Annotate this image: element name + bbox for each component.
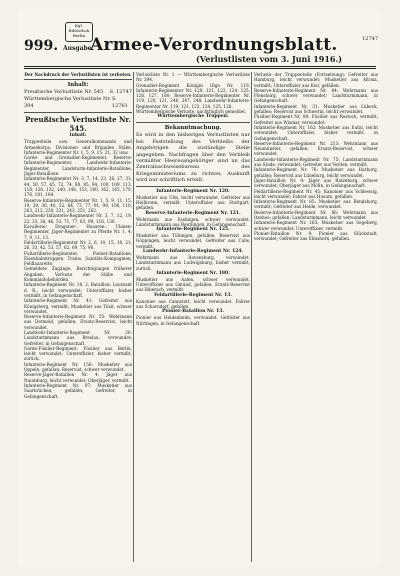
section-text: Musketier aus Aalen, schwer verwundet. Unteroffizier aus Gmünd, gefallen. Ersatz-Reservist aus Biberach, vermißt.	[136, 276, 250, 293]
left-paragraph: Garde-Füsilier-Regiment: Füsilier aus Berlin, leicht verwundet; Unteroffizier, bisher vermißt, zurück.	[24, 345, 132, 362]
middle-intro: Verlustliste Nr. 1 — Württembergische Verlustliste Nr. 394.	[136, 72, 250, 83]
page-number: 12747	[362, 36, 378, 42]
issue-number-text: 999.	[24, 38, 59, 54]
right-paragraph: Infanterie-Regiment Nr. 162: Musketier aus Eutin, leicht verwundet; Unteroffizier, bisher vermißt, in Gefangenschaft.	[254, 124, 378, 141]
left-paragraph: Infanterie-Regiment Nr. 41: Gefreiter aus Königsberg, vermißt; Musketier aus Tilsit, schwer verwundet.	[24, 298, 132, 314]
section-heading: Landwehr-Infanterie-Regiment Nr. 124.	[142, 249, 244, 254]
right-paragraph: Infanterie-Regiment Nr. 85: Musketier aus Rendsburg, vermißt; Gefreiter aus Heide, verwundet.	[254, 199, 378, 210]
right-column	[254, 72, 378, 562]
section-heading: Pionier-Bataillon Nr. 13.	[162, 309, 224, 315]
left-paragraph: Infanterie-Regiment Nr. 18, 2. Bataillon: Leutnant d. R., leicht verwundet; Unteroffizier, bisher vermißt, in Gefangenschaft.	[24, 282, 132, 298]
right-paragraph: Pionier-Bataillon Nr. 9: Pionier aus Glückstadt, verwundet; Gefreiter aus Elmshorn, gefallen.	[254, 230, 378, 242]
list-heading: Preußische Verlustliste Nr. 545.	[25, 115, 131, 134]
contents-heading: Inhalt:	[67, 82, 89, 89]
section-heading: Reserve-Infanterie-Regiment Nr. 121.	[145, 210, 241, 216]
section-heading: Infanterie-Regiment Nr. 125.	[156, 227, 230, 233]
section-text: Musketier aus Tübingen, gefallen. Reservist aus Göppingen, leicht verwundet. Gefreiter aus Calw, vermißt.	[136, 233, 250, 249]
left-paragraph: Kavallerie: Dragoner-, Husaren-, Ulanen-Regimenter, Jäger-Regimenter zu Pferde Nr. 1, 4, 7, 9, 11, 13.	[24, 224, 132, 240]
section-text: Musketier aus Ulm, leicht verwundet. Gefreiter aus Heilbronn, vermißt. Unteroffizier aus Stuttgart, gefallen.	[136, 194, 250, 211]
middle-small-heading: Württembergische Truppen:	[157, 114, 229, 120]
contents-item-page: S. 12761	[111, 96, 128, 110]
left-paragraph: Reserve-Infanterie-Regimenter Nr. 1, 5, 9, 11, 15, 19, 29, 36, 40, 52, 64, 73, 77, 91, 98, 106, 110, 203, 212, 220, 231, 243, 251, 262.	[24, 197, 132, 214]
announcement-heading: Bekanntmachung.	[164, 125, 222, 132]
page-subtitle: (Verlustlisten vom 3. Juni 1916.)	[196, 54, 343, 64]
left-paragraph: Reserve-Jäger-Bataillon Nr. 4: Jäger aus Naumburg, leicht verwundet; Oberjäger, vermißt.	[24, 372, 132, 383]
right-paragraph: Landwehr-Infanterie-Regiment Nr. 75: Landsturmmann aus Stade, verwundet; Gefreiter aus Verden, vermißt.	[254, 156, 378, 168]
page-title: Armee-Verordnungsblatt.	[90, 35, 338, 55]
section-heading: Infanterie-Regiment Nr. 180.	[156, 270, 230, 276]
issue-number	[24, 38, 94, 54]
middle-intro: Grenadier-Regiment Königin Olga Nr. 119, Infanterie-Regimenter Nr. 120, 121, 122, 124, 125, 126, 127, 180; Reserve-Infanterie-Regimenter Nr. 119, 120, 121, 246, 247, 248; Landwehr-Infanterie-Regimenter Nr. 119, 121, 123, 124, 125, 126.	[136, 82, 250, 109]
section-text: Wehrmann aus Ravensburg, verwundet. Landsturmmann aus Ludwigsburg, bisher vermißt, zurück.	[136, 255, 250, 271]
library-stamp-text: Kgl. Bibliothek Berlin	[68, 23, 90, 38]
right-paragraph: Reserve-Infanterie-Regiment Nr. 84: Wehrmann aus Flensburg, schwer verwundet; Landsturmmann, in Gefangenschaft.	[254, 87, 378, 104]
middle-intro: Württembergische Verluste, nachträglich gemeldet.	[136, 109, 247, 115]
reprint-notice: Der Nachdruck der Verlustlisten ist verboten.	[24, 72, 132, 77]
left-paragraph: Feldartillerie-Regimenter Nr. 2, 6, 10, 15, 18, 21, 26, 33, 42, 53, 57, 62, 69, 75, 96.	[24, 239, 132, 251]
left-paragraph: Reserve-Infanterie-Regiment Nr. 55: Wehrmann aus Detmold, gefallen; Ersatz-Reservist, leicht verwundet.	[24, 314, 132, 330]
contents-item-page: S. 12747	[109, 89, 132, 96]
left-column	[24, 72, 132, 562]
left-paragraph: Landwehr-Infanterie-Regimenter Nr. 3, 7, 12, 19, 22, 33, 38, 46, 53, 71, 77, 83, 99, 116, 130.	[24, 213, 132, 224]
right-paragraph: Jäger-Bataillon Nr. 9: Jäger aus Ratzeburg, schwer verwundet; Oberjäger aus Mölln, in Gefangenschaft.	[254, 177, 378, 189]
right-paragraph: Reserve-Infanterie-Regiment Nr. 213: Wehrmann aus Neumünster, gefallen; Ersatz-Reservist, schwer verwundet.	[254, 140, 378, 157]
right-paragraph: Füsilier-Regiment Nr. 90: Füsilier aus Rostock, vermißt; Gefreiter aus Wismar, verwundet.	[254, 114, 378, 125]
left-paragraph: Infanterie-Regiment Nr. 156: Musketier aus Oppeln, gefallen; Reservist, schwer verwundet.	[24, 361, 132, 373]
section-heading: Infanterie-Regiment Nr. 120.	[156, 188, 230, 194]
left-paragraph: Infanterie-Regiment Nr. 97: Musketier aus Saarbrücken, gefallen; Gefreiter, in Gefangenschaft.	[24, 382, 132, 399]
middle-column	[136, 72, 250, 562]
list-subheading: Inhalt:	[69, 133, 87, 139]
contents-item-label: Preußische Verlustliste Nr. 545	[24, 89, 104, 96]
section-text: Pionier aus Heidenheim, verwundet. Gefreiter aus Nürtingen, in Gefangenschaft.	[136, 315, 250, 326]
right-paragraph: Infanterie-Regiment Nr. 163: Musketier aus Segeberg, schwer verwundet; Unteroffizier, vermißt.	[254, 220, 378, 231]
left-paragraph: Landwehr-Infanterie-Regiment Nr. 20: Landsturmmann aus Breslau, verwundet; Gefreiter, in Gefangenschaft.	[24, 329, 132, 346]
left-paragraph: Truppenteile usw. Generalkommando und Armeekorps, Divisionen und Brigaden Stäbe, Infanterie-Regimenter Nr. 1, 5, 9, 15, 21, 32 usw.	[24, 139, 132, 155]
left-paragraph: Gemeldete Zugänge, Berichtigungen früherer Angaben, Verluste der Stäbe und Kommandobehörden.	[24, 266, 132, 283]
left-paragraph: Garde- und Grenadier-Regimenter, Reserve-Infanterie-Regimenter, Landwehr-Infanterie-Regimenter, Landsturm-Infanterie-Bataillone, Jäger-Bataillone.	[24, 155, 132, 177]
header-rule	[24, 66, 376, 67]
column-divider-right	[251, 72, 252, 562]
left-paragraph: Infanterie-Regimenter Nr. 3, 7, 14, 23, 26, 27, 31, 44, 50, 57, 65, 72, 74, 80, 85, 94, 100, 109, 113, 118, 128, 132, 140, 148, 153, 160, 162, 165, 170, 176, 181, 184.	[24, 176, 132, 198]
announcement-text: Es wird in den bisherigen Verlustlisten nur bei Feststellung des Verbleibs der Angehörigen die zuständige Stelle angegeben. Nachfragen über den Verbleib vermißter Heeresangehöriger sind an das Zentralnachweisebureau des Kriegsministeriums zu richten; Auskunft wird nur schriftlich erteilt.	[136, 132, 250, 184]
right-paragraph: Verluste der Truppenteile (Fortsetzung): Gefreiter aus Hamburg, leicht verwundet; Musketier aus Altona, vermißt; Unteroffizier aus Kiel, gefallen.	[254, 72, 378, 88]
right-paragraph: Reserve-Infanterie-Regiment Nr. 86: Wehrmann aus Itzehoe, gefallen; Landsturmmann, leicht verwundet.	[254, 209, 378, 221]
contents-rule	[24, 112, 132, 113]
right-paragraph: Infanterie-Regiment Nr. 76: Musketier aus Harburg, gefallen; Reservist aus Lüneburg, leicht verwundet.	[254, 167, 378, 178]
header-rule-secondary	[24, 68, 376, 69]
section-text: Kanonier aus Cannstatt, leicht verwundet. Fahrer aus Schorndorf, gefallen.	[136, 298, 250, 310]
contents-item	[24, 96, 132, 110]
announcement-rule	[136, 122, 250, 123]
right-paragraph: Infanterie-Regiment Nr. 31: Musketier aus Lübeck, gefallen; Reservist aus Schwerin, leicht verwundet.	[254, 103, 378, 115]
column-divider-left	[133, 72, 134, 562]
left-paragraph: Fußartillerie-Regimenter, Pionier-Bataillone, Eisenbahntruppen, Trains, Sanitäts-Kompagnien, Feldlazarette.	[24, 250, 132, 267]
issue-label: Ausgabe.	[62, 45, 94, 52]
right-paragraph: Feldartillerie-Regiment Nr. 45: Kanonier aus Schleswig, leicht verwundet; Fahrer aus Husum, gefallen.	[254, 188, 378, 199]
newspaper-page	[18, 10, 380, 566]
contents-item-label: Württembergische Verlustliste Nr. 394	[24, 96, 111, 110]
contents-item	[24, 89, 132, 96]
notice-rule	[24, 79, 132, 80]
announcement-rule-bottom	[136, 186, 250, 187]
section-text: Wehrmann aus Esslingen, schwer verwundet. Landsturmmann aus Reutlingen, in Gefangenschaft.	[136, 216, 250, 227]
section-heading: Feldartillerie-Regiment Nr. 13.	[154, 292, 232, 298]
